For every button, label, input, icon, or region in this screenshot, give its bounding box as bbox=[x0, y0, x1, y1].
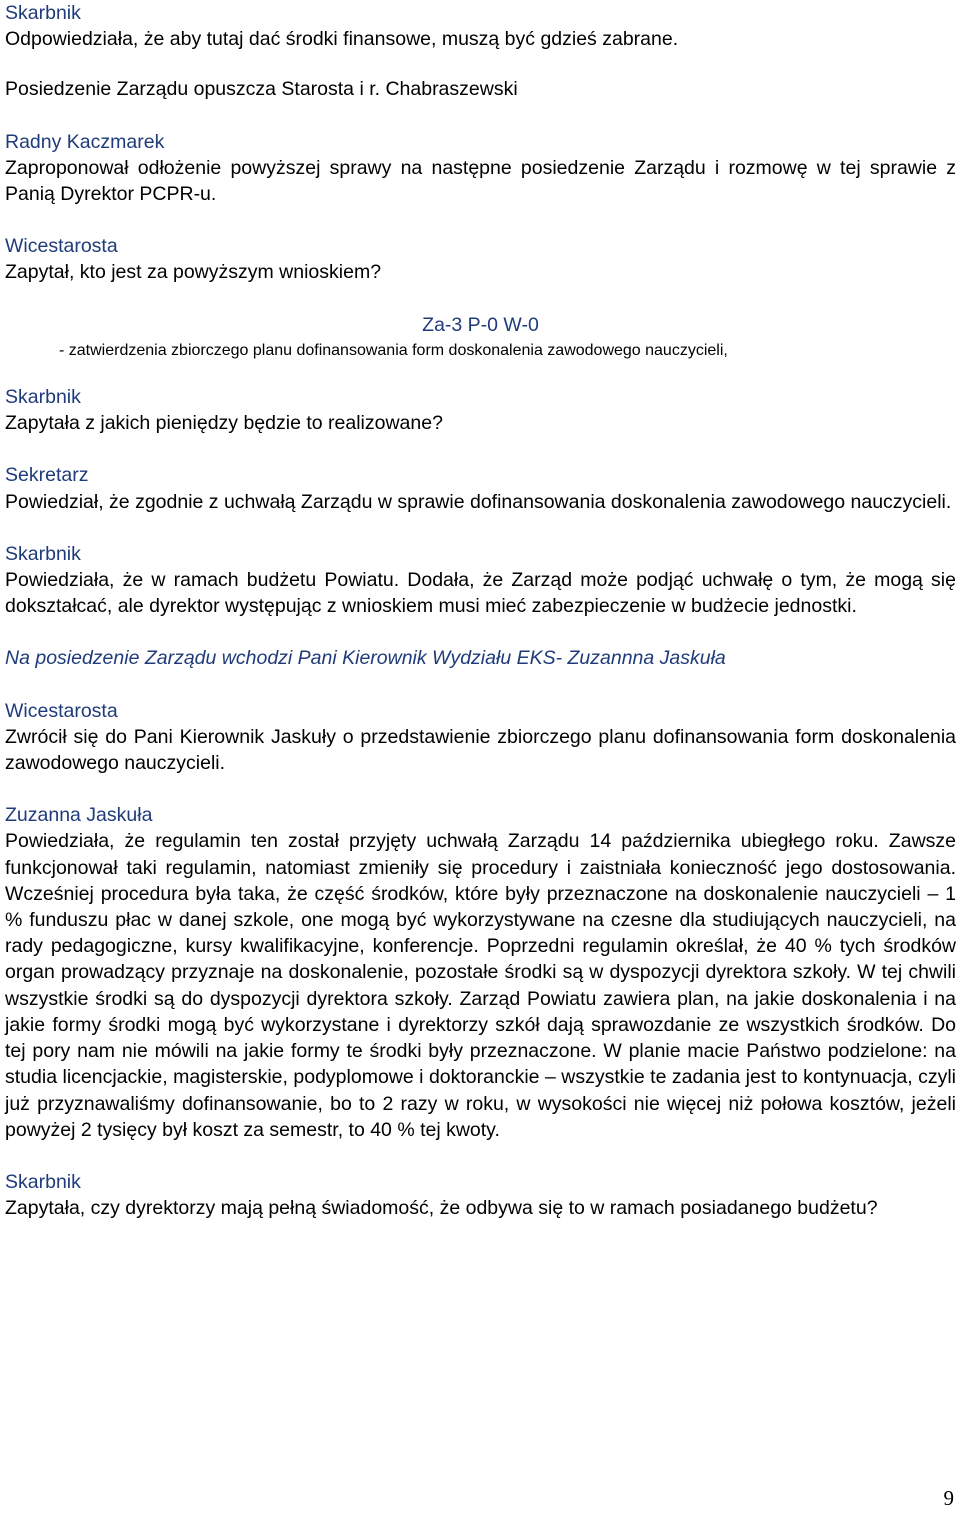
vote-subject: - zatwierdzenia zbiorczego planu dofinansowania form doskonalenia zawodowego nauczycieli, bbox=[59, 341, 728, 359]
page-number: 9 bbox=[943, 1486, 954, 1510]
procedural-note bbox=[5, 76, 956, 102]
arrival-text: Na posiedzenie Zarządu wchodzi Pani Kierownik Wydziału EKS- Zuzannna Jaskuła bbox=[5, 647, 726, 670]
speaker-name: Zuzanna Jaskuła bbox=[5, 804, 153, 827]
speaker-name: Sekretarz bbox=[5, 464, 89, 487]
vote-result bbox=[5, 312, 956, 364]
vote-tally: Za-3 P-0 W-0 bbox=[422, 313, 539, 336]
entry-zuzanna-jaskula bbox=[5, 802, 956, 1143]
entry-wicestarosta-2 bbox=[5, 698, 956, 777]
speech-text: Zapytała, czy dyrektorzy mają pełną świadomość, że odbywa się to w ramach posiadanego budżetu? bbox=[5, 1197, 878, 1220]
speech-text: Zaproponował odłożenie powyższej sprawy na następne posiedzenie Zarządu i rozmowę w tej sprawie z Panią Dyrektor PCPR-u. bbox=[5, 156, 956, 206]
entry-skarbnik-1 bbox=[5, 0, 956, 52]
procedural-text: Posiedzenie Zarządu opuszcza Starosta i r. Chabraszewski bbox=[5, 78, 518, 101]
speech-text: Zapytała z jakich pieniędzy będzie to realizowane? bbox=[5, 412, 443, 435]
document-page bbox=[5, 0, 956, 1221]
speech-text: Powiedziała, że regulamin ten został przyjęty uchwałą Zarządu 14 października ubiegłego roku. Zawsze funkcjonował taki regulamin, natomiast zmieniły się procedury i zaistniała konieczność jego dostosowania. Wcześniej procedura była taka, że część środków, które były przeznaczone na doskonalenie nauczycieli – 1 % funduszu płac w danej szkole, one mogą być wykorzystywane na czesne dla studiujących nauczycieli, na rady pedagogiczne, kursy kwalifikacyjne, konferencje. Poprzedni regulamin określał, że 40 % tych środków organ prowadzący przyznaje na doskonalenie, pozostałe środki są w dyspozycji dyrektora szkoły. W tej chwili wszystkie środki są do dyspozycji dyrektora szkoły. Zarząd Powiatu zawiera plan, na jakie doskonalenia i na jakie formy środki mogą być wykorzystane i dyrektorzy szkół dają sprawozdanie ze wszystkich środków. Do tej pory nam nie mówili na jakie formy te środki były przeznaczone. W planie macie Państwo podzielone: na studia licencjackie, magisterskie, podyplomowe i doktoranckie – wszystkie te zadania jest to kontynuacja, czyli już przyznawaliśmy dofinansowanie, bo to 2 razy w roku, w wysokości nie więcej niż połowa kosztów, jeżeli powyżej 2 tysięcy był koszt za semestr, to 40 % tej kwoty. bbox=[5, 830, 956, 1141]
entry-sekretarz bbox=[5, 462, 956, 514]
entry-skarbnik-2 bbox=[5, 384, 956, 436]
speech-text: Powiedział, że zgodnie z uchwałą Zarządu w sprawie dofinansowania doskonalenia zawodowego nauczycieli. bbox=[5, 490, 952, 513]
speech-text: Odpowiedziała, że aby tutaj dać środki finansowe, muszą być gdzieś zabrane. bbox=[5, 28, 679, 51]
speaker-name: Skarbnik bbox=[5, 2, 81, 24]
entry-radny-kaczmarek bbox=[5, 129, 956, 208]
entry-skarbnik-3 bbox=[5, 541, 956, 620]
speaker-name: Wicestarosta bbox=[5, 699, 118, 722]
speaker-name: Radny Kaczmarek bbox=[5, 130, 165, 153]
entry-wicestarosta-1 bbox=[5, 233, 956, 285]
speaker-name: Skarbnik bbox=[5, 1170, 81, 1193]
speech-text: Powiedziała, że w ramach budżetu Powiatu. Dodała, że Zarząd może podjąć uchwałę o tym, że mogą się dokształcać, ale dyrektor występując z wnioskiem musi mieć zabezpieczenie w budżecie jednostki. bbox=[5, 569, 956, 618]
speech-text: Zwrócił się do Pani Kierownik Jaskuły o przedstawienie zbiorczego planu dofinansowania form doskonalenia zawodowego nauczycieli. bbox=[5, 725, 956, 775]
speech-text: Zapytał, kto jest za powyższym wnioskiem? bbox=[5, 261, 382, 284]
speaker-name: Skarbnik bbox=[5, 386, 81, 409]
speaker-name: Skarbnik bbox=[5, 542, 81, 565]
speaker-name: Wicestarosta bbox=[5, 235, 118, 258]
entry-skarbnik-4 bbox=[5, 1169, 956, 1221]
arrival-note bbox=[5, 645, 956, 671]
